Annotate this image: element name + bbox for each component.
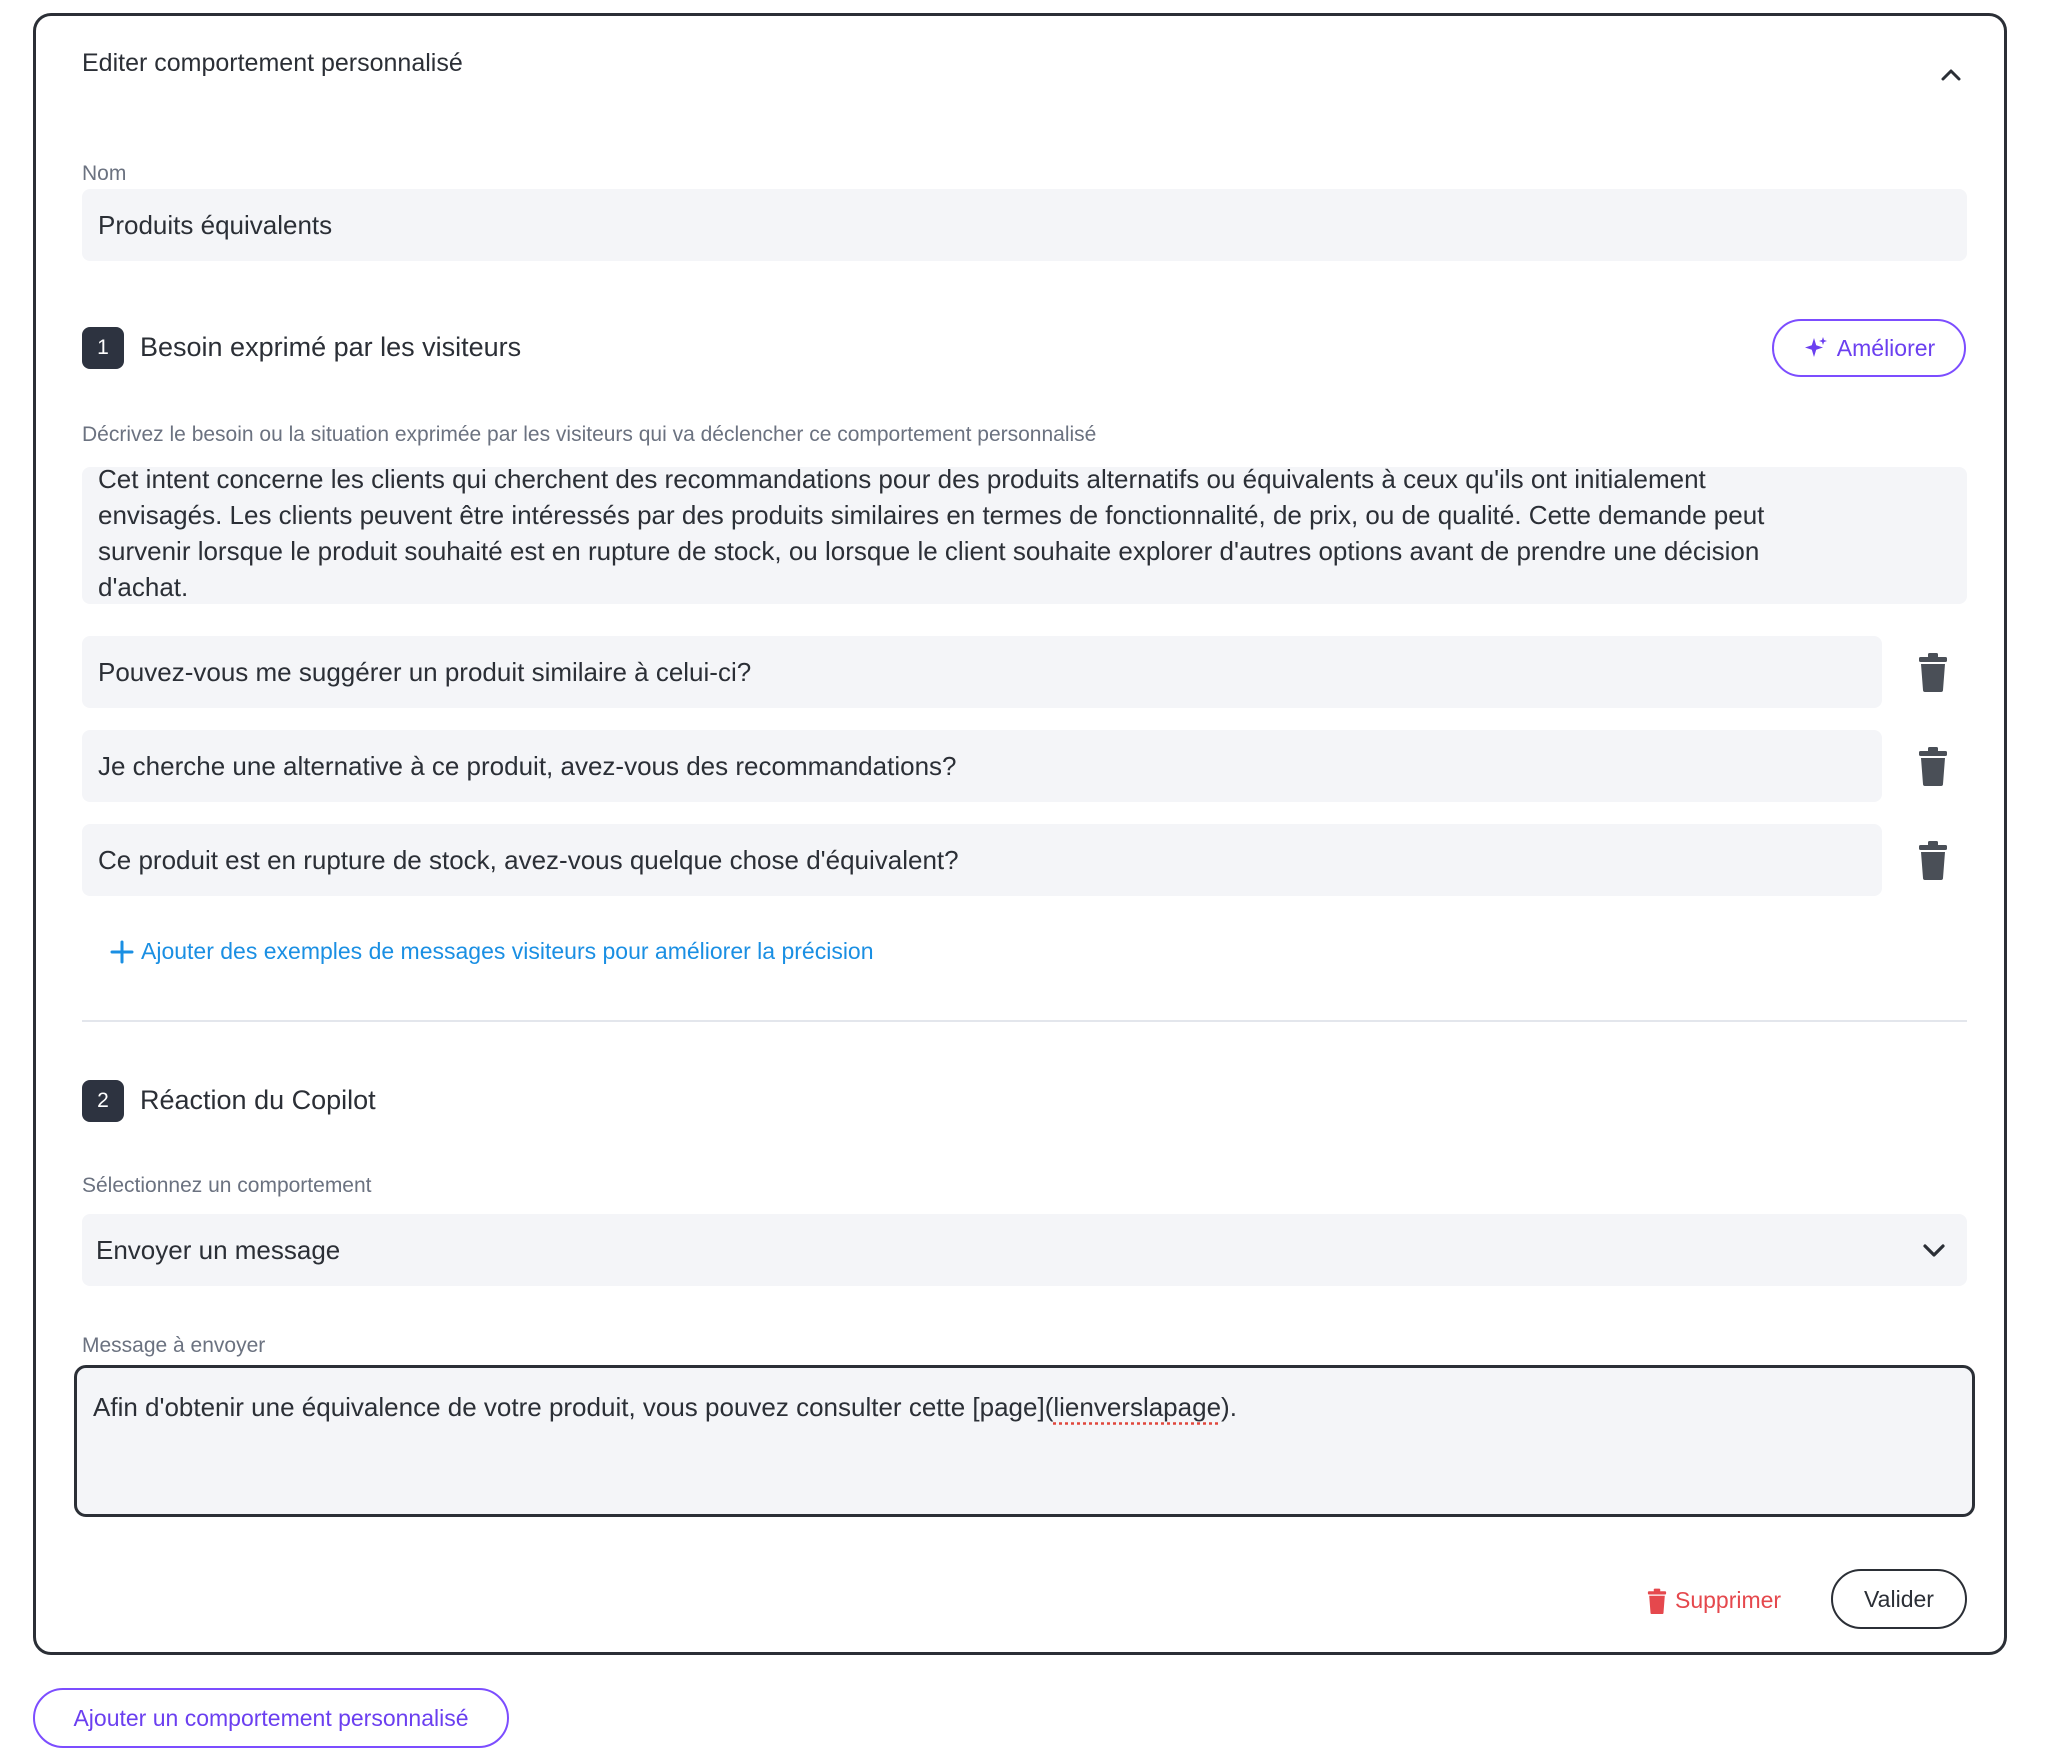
- behavior-select[interactable]: [82, 1214, 1967, 1286]
- description-textarea[interactable]: [82, 467, 1967, 604]
- card-title: Editer comportement personnalisé: [82, 49, 463, 77]
- behavior-select-value: Envoyer un message: [96, 1235, 341, 1265]
- description-line: survenir lorsque le produit souhaité est en rupture de stock, ou lorsque le client souhaite explorer d'autres options avant de prendre une décision: [98, 536, 1760, 566]
- validate-button-label: Valider: [1864, 1585, 1934, 1612]
- section-divider: [82, 1020, 1967, 1022]
- name-label: Nom: [82, 162, 127, 185]
- add-behavior-button[interactable]: [33, 1688, 509, 1748]
- trash-icon: [1647, 1588, 1667, 1614]
- message-link-target: lienverslapage: [1053, 1392, 1222, 1422]
- example-message-input[interactable]: [82, 824, 1882, 896]
- validate-button[interactable]: [1831, 1569, 1967, 1629]
- example-message-text: Pouvez-vous me suggérer un produit similaire à celui-ci?: [98, 657, 752, 687]
- example-message-text: Ce produit est en rupture de stock, avez-vous quelque chose d'équivalent?: [98, 845, 959, 875]
- message-textarea[interactable]: [74, 1365, 1975, 1517]
- description-label: Décrivez le besoin ou la situation exprimée par les visiteurs qui va déclencher ce comportement personnalisé: [82, 423, 1097, 446]
- example-message-text: Je cherche une alternative à ce produit, avez-vous des recommandations?: [98, 751, 957, 781]
- description-line: Cet intent concerne les clients qui cherchent des recommandations pour des produits alternatifs ou équivalents à ceux qu'ils ont initialement: [98, 467, 1706, 494]
- chevron-down-icon: [1921, 1240, 1947, 1260]
- trash-icon[interactable]: [1918, 652, 1948, 692]
- improve-button-label: Améliorer: [1836, 334, 1936, 361]
- trash-icon[interactable]: [1918, 840, 1948, 880]
- delete-button[interactable]: [1647, 1587, 1781, 1614]
- behavior-label: Sélectionnez un comportement: [82, 1174, 372, 1197]
- step-2-badge: 2: [82, 1080, 124, 1122]
- example-message-input[interactable]: [82, 730, 1882, 802]
- plus-icon: [109, 939, 135, 965]
- add-examples-label: Ajouter des exemples de messages visiteurs pour améliorer la précision: [141, 938, 874, 964]
- delete-button-label: Supprimer: [1675, 1587, 1782, 1613]
- chevron-up-icon[interactable]: [1936, 60, 1966, 90]
- sparkle-icon: [1803, 335, 1829, 361]
- name-input-value: Produits équivalents: [98, 210, 333, 240]
- example-message-input[interactable]: [82, 636, 1882, 708]
- step-2-title: Réaction du Copilot: [140, 1085, 376, 1115]
- description-line: d'achat.: [98, 572, 189, 602]
- improve-button[interactable]: [1772, 319, 1966, 377]
- message-text-part: Afin d'obtenir une équivalence de votre produit, vous pouvez consulter cette [page](: [93, 1392, 1054, 1422]
- message-text-part: ).: [1221, 1392, 1237, 1422]
- add-examples-link[interactable]: [109, 938, 874, 965]
- trash-icon[interactable]: [1918, 746, 1948, 786]
- description-line: envisagés. Les clients peuvent être intéressés par des produits similaires en termes de fonctionnalité, de prix, ou de qualité. Cette demande peut: [98, 500, 1765, 530]
- step-1-badge: 1: [82, 327, 124, 369]
- message-text: [93, 1392, 1237, 1423]
- add-behavior-label: Ajouter un comportement personnalisé: [73, 1704, 469, 1731]
- step-1-title: Besoin exprimé par les visiteurs: [140, 332, 522, 362]
- name-input[interactable]: [82, 189, 1967, 261]
- message-label: Message à envoyer: [82, 1334, 266, 1357]
- edit-behavior-card: [33, 13, 2007, 1655]
